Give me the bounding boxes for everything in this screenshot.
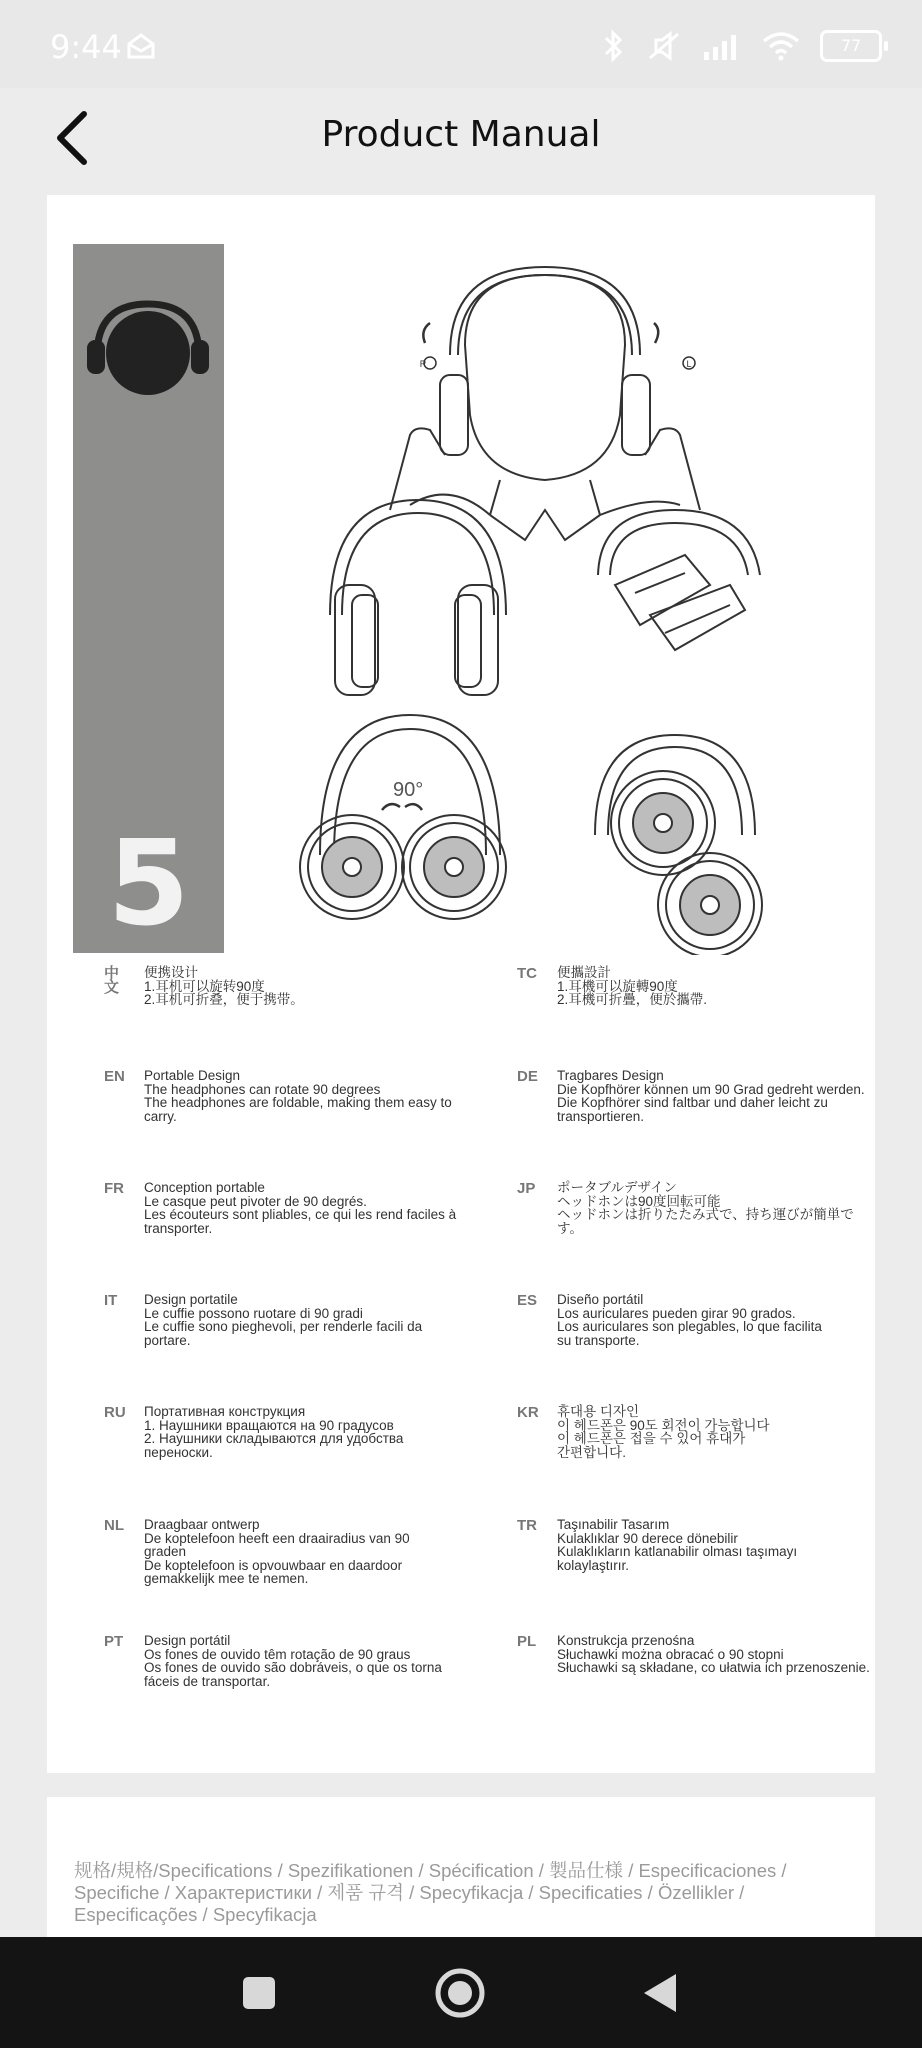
lang-line: Die Kopfhörer sind faltbar und daher leicht zu [557, 1095, 828, 1110]
lang-line: Design portátil [144, 1633, 231, 1648]
lang-code: JP [517, 1180, 536, 1197]
lang-line: ヘッドホンは90度回転可能 [557, 1193, 721, 1209]
lang-line: 2. Наушники складываются для удобства [144, 1431, 404, 1446]
lang-line: Taşınabilir Tasarım [557, 1517, 670, 1532]
lang-line: su transporte. [557, 1332, 640, 1348]
lang-code: IT [104, 1292, 118, 1309]
lang-line: Tragbares Design [557, 1068, 664, 1083]
app-bar [0, 88, 922, 188]
lang-line: переноски. [144, 1444, 213, 1460]
hint-right-label: R [419, 359, 427, 369]
nav-back-button[interactable] [630, 1963, 690, 2023]
status-bar [0, 0, 922, 88]
lang-line: 휴대용 디자인 [557, 1404, 639, 1419]
lang-line: Kulaklıkların katlanabilir olması taşımayı [557, 1544, 798, 1559]
status-icons [600, 24, 882, 68]
signal-icon [702, 32, 742, 60]
lang-line: 1.耳機可以旋轉90度 [557, 978, 678, 994]
lang-line: Konstrukcja przenośna [557, 1633, 695, 1648]
lang-line: De koptelefoon is opvouwbaar en daardoor [144, 1557, 403, 1573]
lang-code: EN [104, 1068, 125, 1085]
lang-line: 2.耳機可折疊，便於攜帶. [557, 992, 708, 1007]
rotation-label: 90° [393, 779, 424, 801]
specs-heading: 规格/規格/Specifications / Spezifikationen / Spécification / 製品仕様 / Especificaciones / Specifiche / Характеристики / 제품 규격 / Specyfikacja / Specificaties / Özellikler / Especificações / Specyfikacja [74, 1860, 787, 1925]
lang-line: ポータブルデザイン [557, 1180, 678, 1195]
lang-code: FR [104, 1180, 124, 1197]
lang-line: Le casque peut pivoter de 90 degrés. [144, 1193, 367, 1209]
lang-code: PL [517, 1633, 537, 1650]
lang-line: Draagbaar ontwerp [144, 1517, 260, 1532]
lang-code: ES [517, 1292, 538, 1309]
wifi-icon [762, 31, 800, 61]
headphones-illustration [290, 255, 810, 955]
hint-left-label: L [686, 359, 692, 369]
lang-line: Портативная конструкция [144, 1404, 306, 1419]
lang-code: NL [104, 1517, 124, 1534]
lang-line: De koptelefoon heeft een draairadius van 90 [144, 1530, 410, 1546]
lang-line: 1.耳机可以旋转90度 [144, 978, 265, 994]
lang-line: gemakkelijk mee te nemen. [144, 1571, 309, 1586]
circle-home-icon [434, 1967, 486, 2019]
page-title: Product Manual [321, 114, 601, 155]
lang-line: Design portatile [144, 1292, 238, 1307]
mute-icon [646, 30, 682, 62]
headphone-icon [83, 296, 213, 396]
lang-code: TC [517, 965, 537, 982]
home-button[interactable] [430, 1963, 490, 2023]
square-icon [242, 1976, 276, 2010]
lang-line: ヘッドホンは折りたたみ式で、持ち運びが簡単です。 [557, 1207, 854, 1236]
system-nav-bar [0, 1937, 922, 2048]
lang-line: Los auriculares pueden girar 90 grados. [557, 1305, 796, 1321]
lang-line: 2.耳机可折叠，便于携带。 [144, 992, 304, 1007]
page-number: 5 [107, 814, 190, 952]
lang-line: Los auriculares son plegables, lo que facilita [557, 1319, 822, 1334]
recents-button[interactable] [229, 1963, 289, 2023]
lang-line: Les écouteurs sont pliables, ce qui les rend faciles à transporter. [144, 1207, 460, 1236]
manual-sidebar [73, 244, 224, 953]
lang-line: Słuchawki można obracać o 90 stopni [557, 1646, 784, 1662]
lang-line: Portable Design [144, 1068, 241, 1083]
lang-line: transportieren. [557, 1108, 645, 1124]
lang-line: Conception portable [144, 1180, 265, 1195]
lang-line: 便携设计 [144, 965, 198, 980]
lang-line: fáceis de transportar. [144, 1673, 271, 1689]
lang-code: KR [517, 1404, 539, 1421]
lang-line: Kulaklıklar 90 derece dönebilir [557, 1530, 738, 1546]
lang-code: TR [517, 1517, 537, 1534]
lang-line: 이 헤드폰은 90도 회전이 가능합니다 [557, 1417, 770, 1433]
lang-line: kolaylaştırır. [557, 1557, 630, 1573]
lang-line: Le cuffie possono ruotare di 90 gradi [144, 1305, 363, 1321]
lang-line: Le cuffie sono pieghevoli, per renderle facili da portare. [144, 1319, 426, 1348]
mail-icon [126, 32, 156, 60]
lang-line: The headphones are foldable, making them easy to carry. [144, 1095, 456, 1124]
lang-line: Słuchawki są składane, co ułatwia ich przenoszenie. [557, 1660, 870, 1675]
lang-line: Die Kopfhörer können um 90 Grad gedreht werden. [557, 1081, 865, 1097]
triangle-back-icon [640, 1971, 680, 2015]
lang-line: The headphones can rotate 90 degrees [144, 1081, 381, 1097]
battery-icon: 77 [820, 30, 882, 62]
lang-line: Diseño portátil [557, 1292, 644, 1307]
lang-code: PT [104, 1633, 124, 1650]
lang-line: Os fones de ouvido são dobráveis, o que os torna [144, 1660, 442, 1675]
status-time: 9:44 [50, 28, 122, 66]
lang-line: graden [144, 1544, 187, 1559]
lang-line: 便攜設計 [557, 965, 611, 980]
lang-code: 中文 [104, 965, 120, 996]
lang-line: 간편합니다. [557, 1444, 626, 1460]
lang-line: 이 헤드폰은 접을 수 있어 휴대가 [557, 1431, 746, 1446]
lang-code: DE [517, 1068, 538, 1085]
lang-line: Os fones de ouvido têm rotação de 90 graus [144, 1646, 411, 1662]
lang-code: RU [104, 1404, 126, 1421]
bluetooth-icon [600, 29, 626, 63]
lang-line: 1. Наушники вращаются на 90 градусов [144, 1417, 394, 1433]
